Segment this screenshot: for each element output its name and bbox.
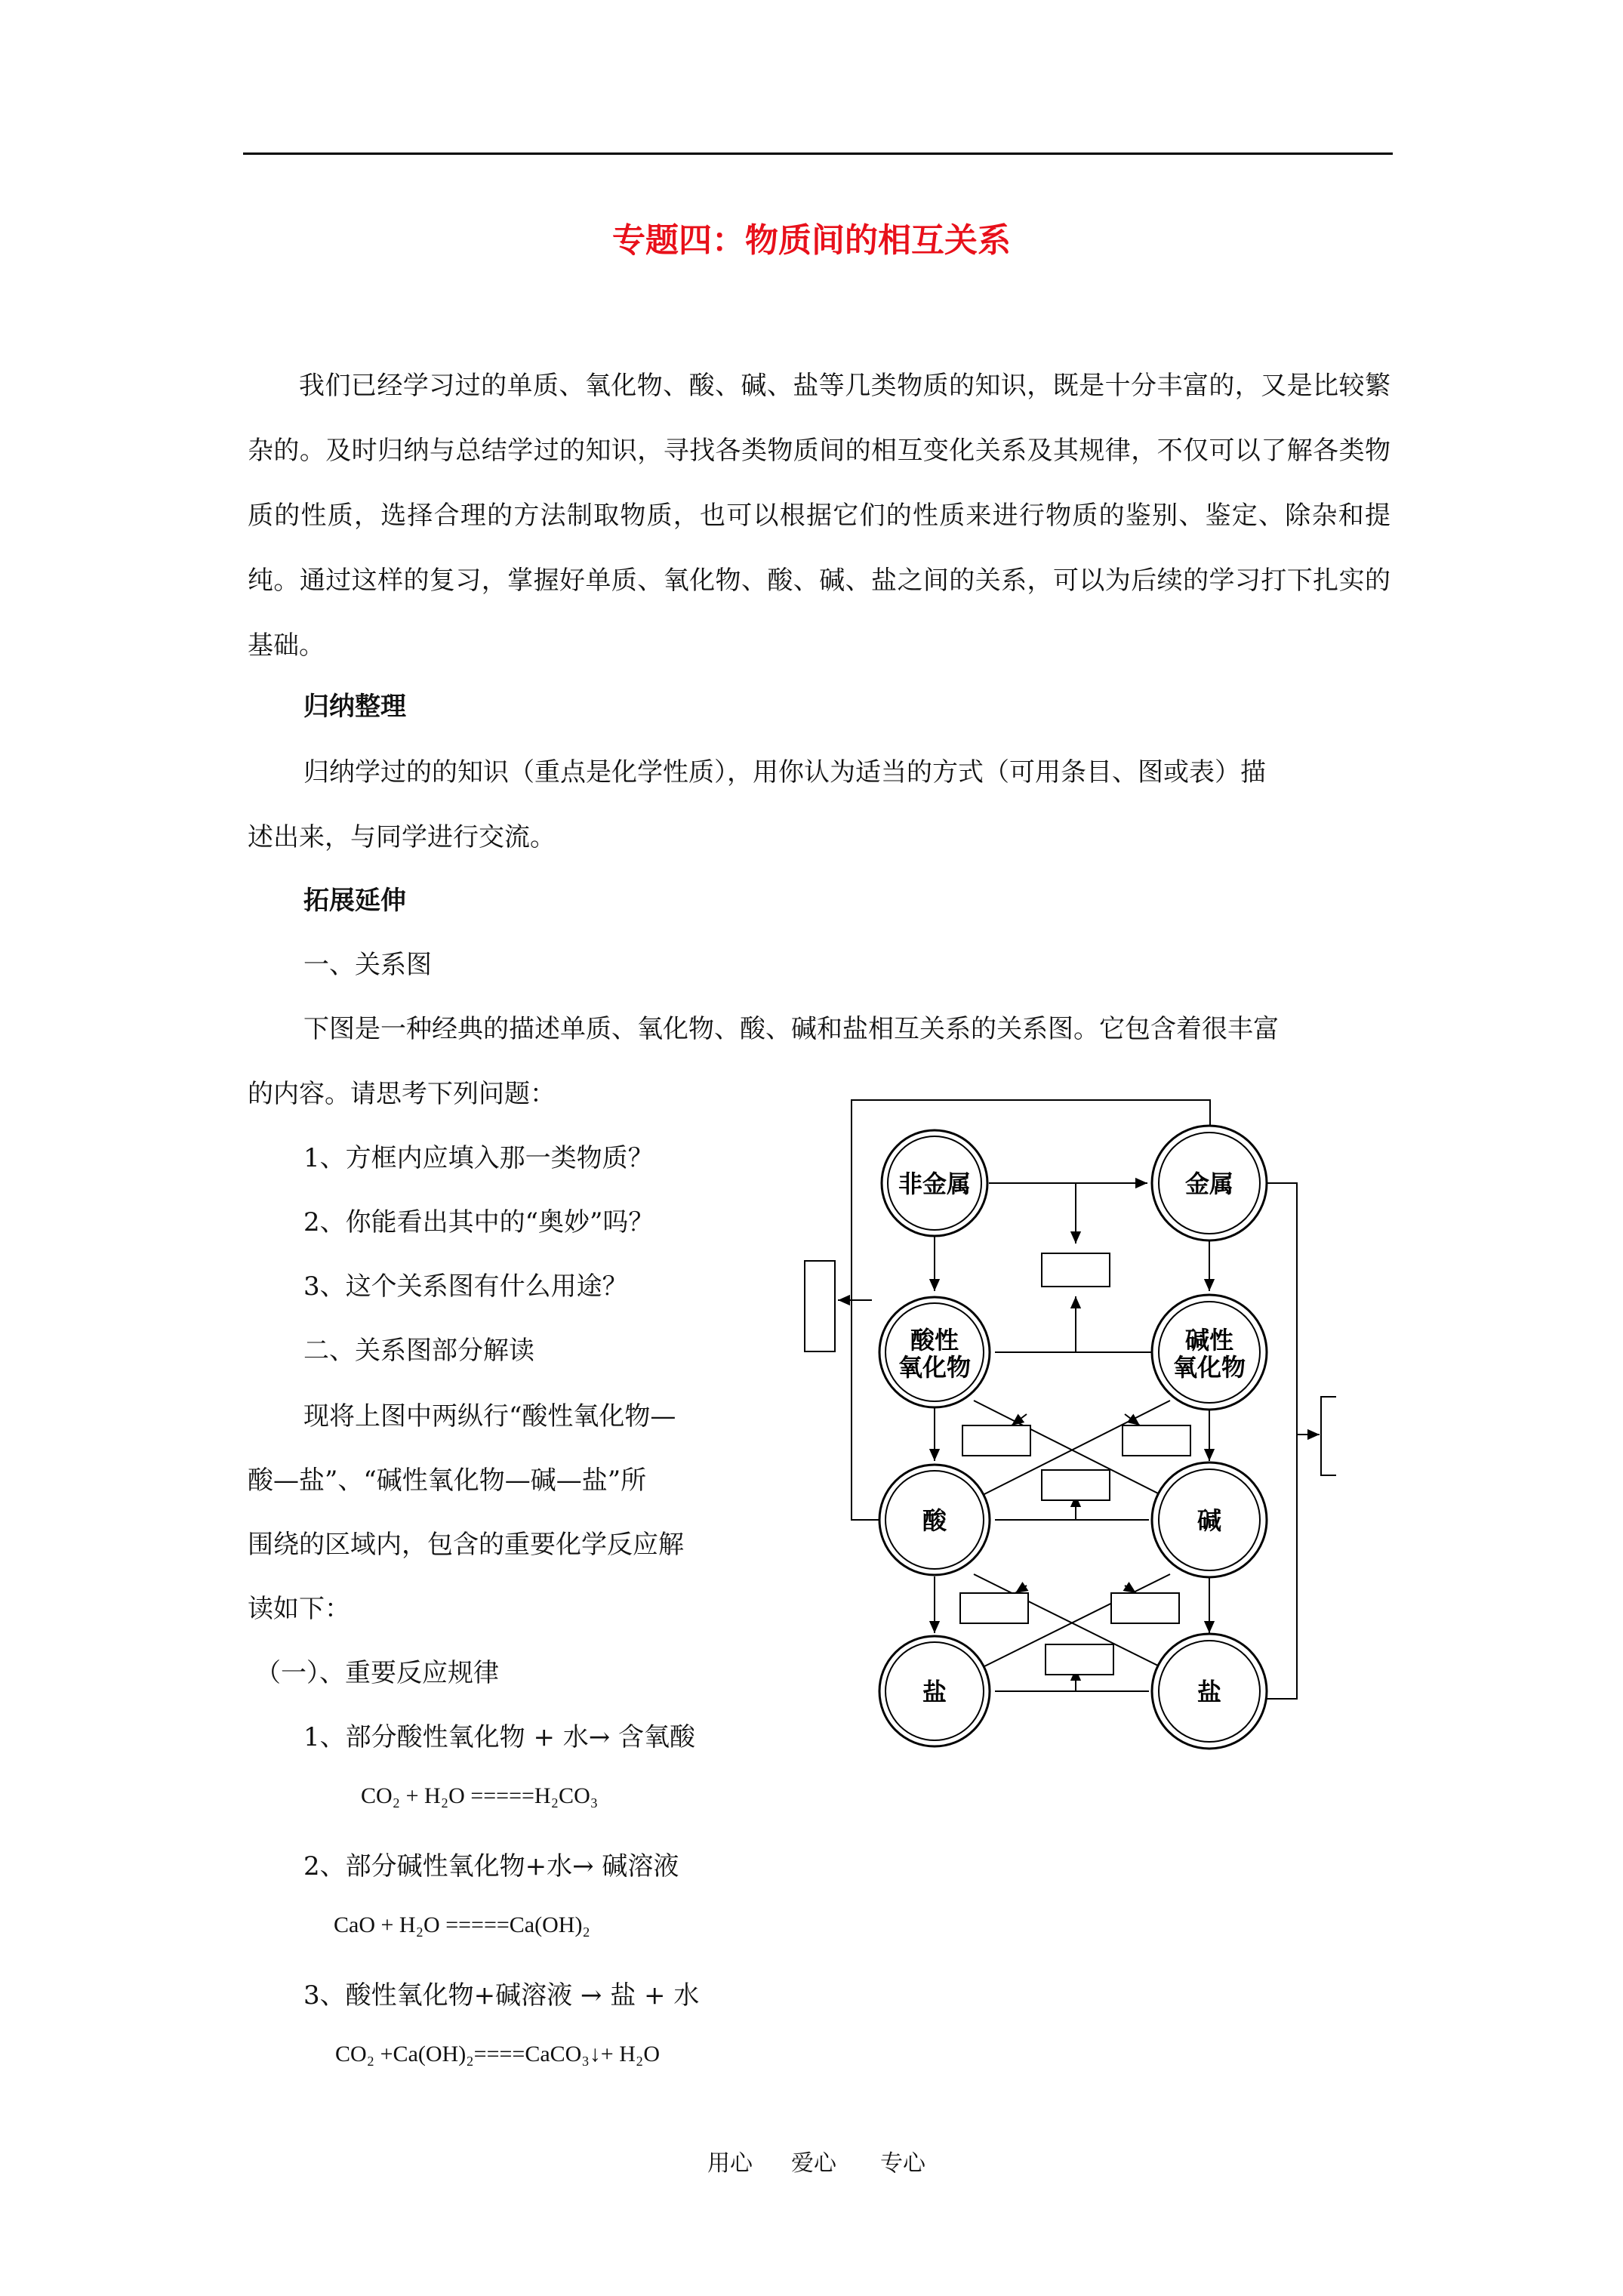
part2-heading: 二、关系图部分解读 — [303, 1336, 534, 1366]
label-acid: 酸 — [922, 1506, 947, 1535]
summary-line-2: 述出来，与同学进行交流。 — [248, 822, 556, 852]
label-base: 碱 — [1196, 1506, 1222, 1535]
diagram-intro-1: 下图是一种经典的描述单质、氧化物、酸、碱和盐相互关系的关系图。它包含着很丰富 — [303, 1014, 1279, 1044]
relationship-diagram — [793, 1087, 1336, 1767]
reaction-rule-1: 1、部分酸性氧化物 + 水→ 含氧酸 — [303, 1722, 696, 1752]
footer-word-3: 专心 — [880, 2150, 925, 2177]
part1-heading: 一、关系图 — [303, 950, 432, 980]
diagram-intro-2: 的内容。请思考下列问题： — [248, 1079, 556, 1109]
blank-box-right — [1321, 1397, 1336, 1475]
part2-line-3: 围绕的区域内，包含的重要化学反应解 — [248, 1530, 684, 1560]
reaction-rule-2: 2、部分碱性氧化物+水→ 碱溶液 — [303, 1851, 679, 1881]
summary-line-1: 归纳学过的的知识（重点是化学性质），用你认为适当的方式（可用条目、图或表）描 — [303, 757, 1266, 787]
footer-word-1: 用心 — [707, 2150, 753, 2177]
reaction-equation-1: CO₂ + H₂O =====H₂CO₃ — [361, 1783, 599, 1808]
blank-box-top-center — [1042, 1253, 1110, 1287]
label-salt-left: 盐 — [922, 1678, 947, 1706]
summary-heading: 归纳整理 — [303, 692, 406, 722]
part2-line-2: 酸—盐”、“碱性氧化物—碱—盐”所 — [248, 1465, 647, 1496]
page-title: 专题四：物质间的相互关系 — [612, 221, 1011, 260]
reaction-equation-2: CaO + H₂O =====Ca(OH)₂ — [334, 1912, 590, 1937]
question-1: 1、方框内应填入那一类物质？ — [303, 1143, 654, 1173]
intro-text: 我们已经学习过的单质、氧化物、酸、碱、盐等几类物质的知识，既是十分丰富的，又是比较繁杂的。及时归纳与总结学过的知识，寻找各类物质间的相互变化关系及其规律，不仅可以了解各类物质的性质，选择合理的方法制取物质，也可以根据它们的性质来进行物质的鉴别、鉴定、除杂和提纯。通过这样的复习，掌握好单质、氧化物、酸、碱、盐之间的关系，可以为后续的学习打下扎实的基础。 — [248, 371, 1390, 661]
blank-box-mid-center — [1042, 1470, 1110, 1500]
blank-box-salt-right — [1111, 1593, 1179, 1623]
footer-word-2: 爱心 — [791, 2150, 836, 2177]
label-salt-right: 盐 — [1196, 1678, 1222, 1706]
label-basic-oxide-1: 碱性 — [1184, 1326, 1234, 1354]
reaction-rule-3: 3、酸性氧化物+碱溶液 → 盐 + 水 — [303, 1980, 700, 2011]
extend-heading: 拓展延伸 — [303, 886, 406, 916]
reaction-equation-3: CO₂ +Ca(OH)₂====CaCO₃↓+ H₂O — [335, 2042, 660, 2066]
intro-paragraph — [248, 353, 1390, 678]
label-metal: 金属 — [1184, 1170, 1234, 1198]
part2-line-1: 现将上图中两纵行“酸性氧化物— — [303, 1401, 676, 1432]
question-2: 2、你能看出其中的“奥妙”吗？ — [303, 1207, 654, 1237]
blank-box-bottom-center — [1046, 1644, 1113, 1675]
part2-line-4: 读如下： — [248, 1594, 350, 1624]
label-acidic-oxide-2: 氧化物 — [898, 1353, 972, 1382]
label-nonmetal: 非金属 — [898, 1170, 972, 1198]
blank-box-oxide-left — [962, 1425, 1030, 1456]
question-3: 3、这个关系图有什么用途？ — [303, 1271, 628, 1302]
blank-box-oxide-right — [1123, 1425, 1190, 1456]
header-rule — [243, 153, 1393, 155]
label-acidic-oxide-1: 酸性 — [910, 1326, 959, 1354]
label-basic-oxide-2: 氧化物 — [1172, 1353, 1246, 1382]
rules-heading: （一）、重要反应规律 — [255, 1658, 499, 1688]
blank-box-salt-left — [960, 1593, 1028, 1623]
blank-box-left — [805, 1261, 835, 1351]
